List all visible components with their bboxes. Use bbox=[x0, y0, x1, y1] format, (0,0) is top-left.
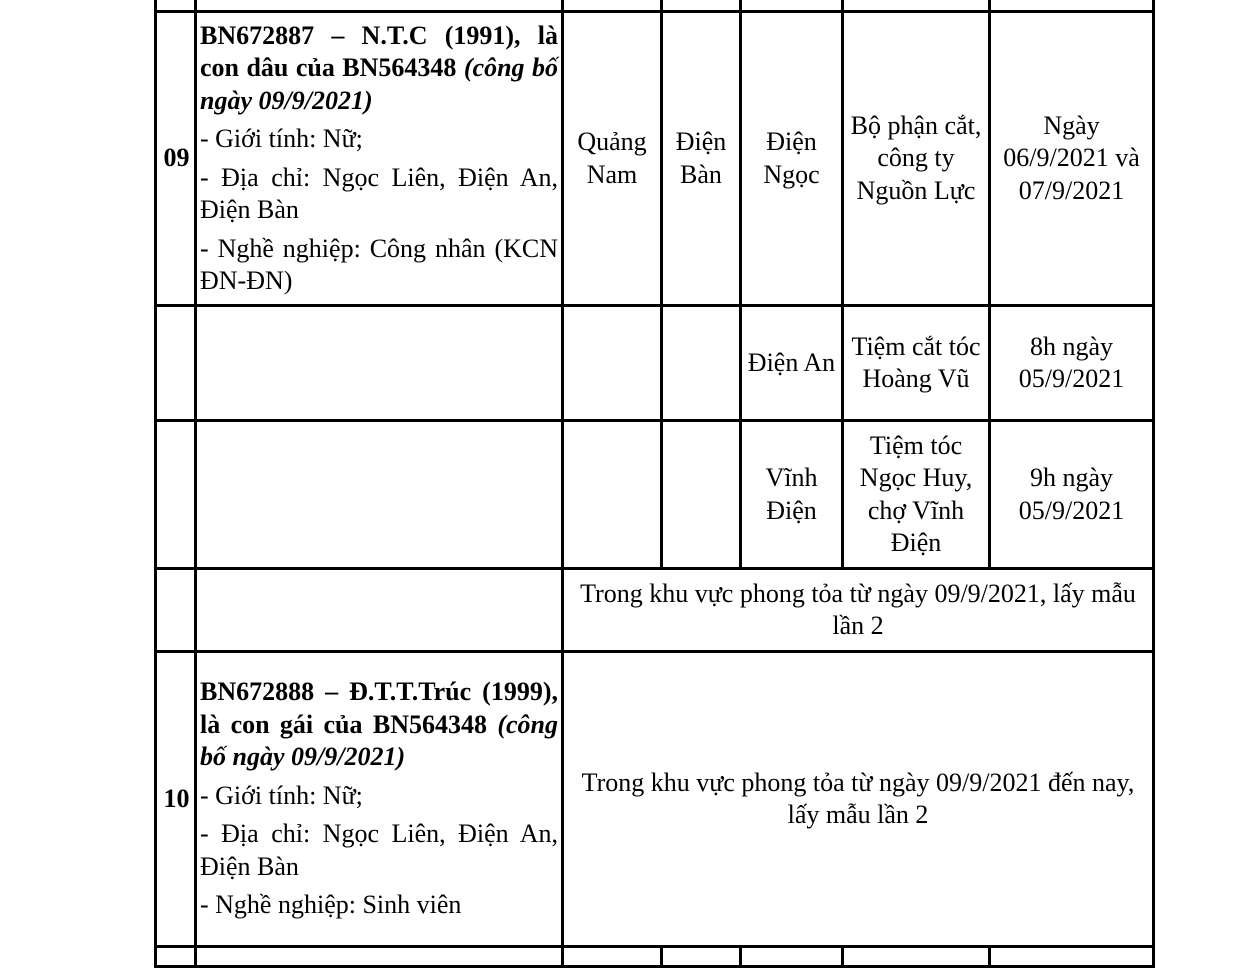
ward-cell: Điện Ngọc bbox=[741, 12, 843, 306]
location-cell: Tiệm cắt tóc Hoàng Vũ bbox=[843, 306, 990, 421]
patient-table bbox=[154, 0, 1155, 968]
quarantine-note: Trong khu vực phong tỏa từ ngày 09/9/2021, lấy mẫu lần 2 bbox=[563, 569, 1154, 652]
patient-title: BN672887 – N.T.C (1991), là con dâu của BN564348 (công bố ngày 09/9/2021) bbox=[200, 20, 559, 115]
patient-job: - Nghề nghiệp: Công nhân (KCN ĐN-ĐN) bbox=[200, 233, 558, 295]
table-row-10 bbox=[156, 652, 1154, 947]
patient-address: - Địa chỉ: Ngọc Liên, Điện An, Điện Bàn bbox=[200, 819, 558, 881]
patient-gender: - Giới tính: Nữ; bbox=[200, 780, 363, 810]
patient-address: - Địa chỉ: Ngọc Liên, Điện An, Điện Bàn bbox=[200, 162, 558, 224]
row-number: 10 bbox=[156, 652, 196, 947]
district-cell: Điện Bàn bbox=[662, 12, 741, 306]
time-cell: 8h ngày 05/9/2021 bbox=[990, 306, 1154, 421]
patient-info-cell bbox=[196, 12, 563, 306]
table-row-09 bbox=[156, 12, 1154, 306]
table-row-09-note bbox=[156, 569, 1154, 652]
patient-job: - Nghề nghiệp: Sinh viên bbox=[200, 890, 462, 920]
table-row-09-place2 bbox=[156, 306, 1154, 421]
table-row-bottom-partial bbox=[156, 947, 1154, 967]
patient-title: BN672888 – Đ.T.T.Trúc (1999), là con gái của BN564348 (công bố ngày 09/9/2021) bbox=[200, 677, 558, 772]
ward-cell: Vĩnh Điện bbox=[741, 421, 843, 569]
time-cell: Ngày 06/9/2021 và 07/9/2021 bbox=[990, 12, 1154, 306]
ward-cell: Điện An bbox=[741, 306, 843, 421]
location-cell: Bộ phận cắt, công ty Nguồn Lực bbox=[843, 12, 990, 306]
patient-gender: - Giới tính: Nữ; bbox=[200, 124, 363, 153]
time-cell: 9h ngày 05/9/2021 bbox=[990, 421, 1154, 569]
province-cell: Quảng Nam bbox=[563, 12, 662, 306]
patient-info-cell bbox=[196, 652, 563, 947]
table-row-09-place3 bbox=[156, 421, 1154, 569]
location-cell: Tiệm tóc Ngọc Huy, chợ Vĩnh Điện bbox=[843, 421, 990, 569]
quarantine-note: Trong khu vực phong tỏa từ ngày 09/9/2021 đến nay, lấy mẫu lần 2 bbox=[563, 652, 1154, 947]
row-number: 09 bbox=[156, 12, 196, 306]
table-row-top-partial bbox=[156, 0, 1154, 12]
